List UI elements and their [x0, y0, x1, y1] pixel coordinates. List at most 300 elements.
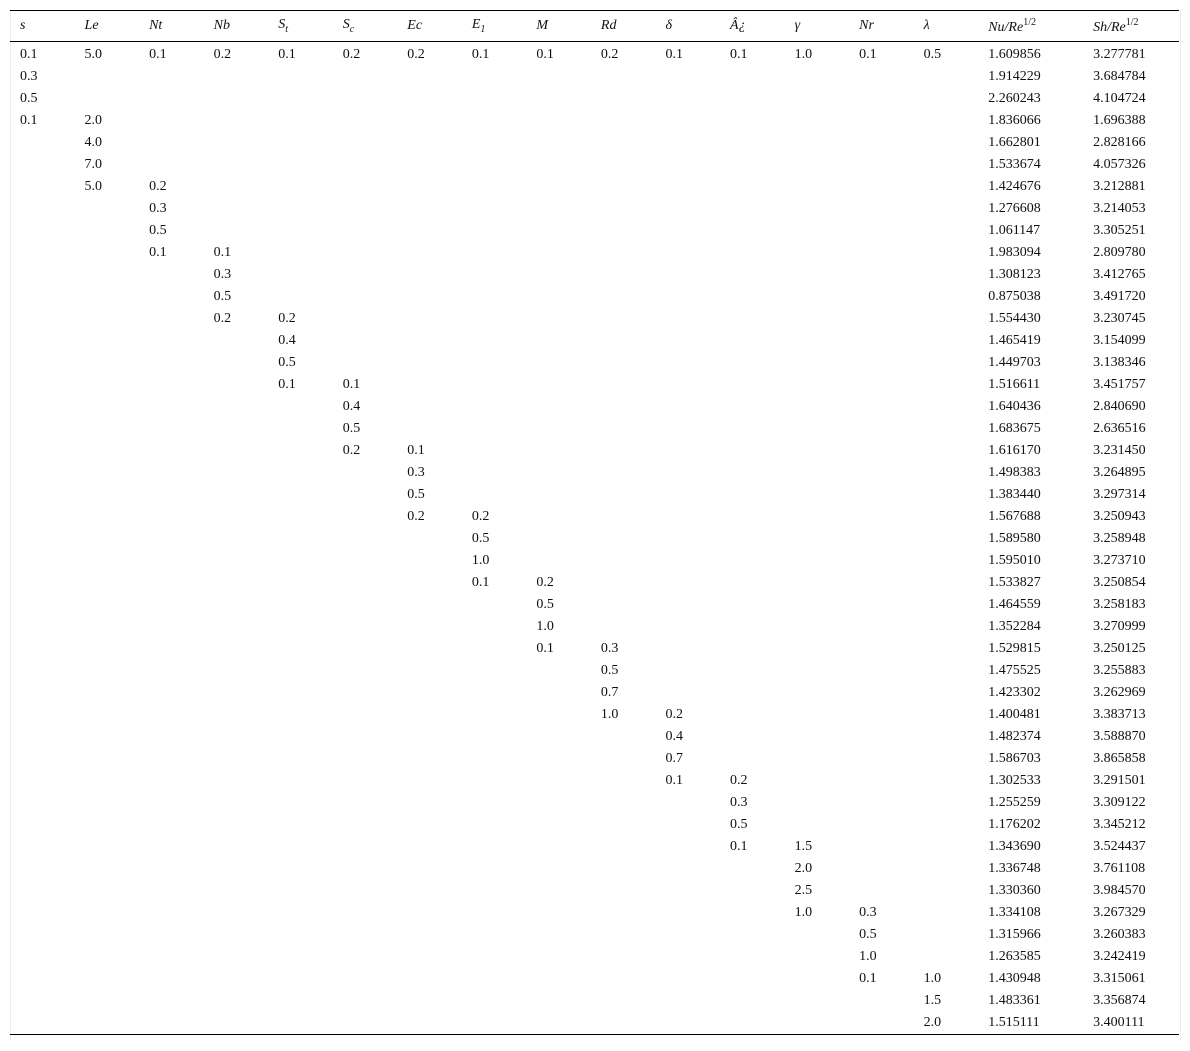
table-cell	[462, 990, 527, 1012]
table-cell: 1.696388	[1093, 113, 1146, 128]
table-cell	[397, 770, 462, 792]
table-cell: 0.5	[407, 487, 425, 502]
table-cell	[268, 396, 333, 418]
table-cell	[591, 396, 656, 418]
column-header-label	[343, 17, 354, 35]
column-header-label	[859, 18, 874, 34]
table-cell	[75, 418, 140, 440]
table-cell: 1.836066	[988, 113, 1041, 128]
table-cell: 3.305251	[1093, 223, 1146, 238]
table-cell	[655, 396, 720, 418]
table-cell	[333, 638, 398, 660]
table-cell: 0.1	[213, 245, 232, 260]
table-cell	[10, 704, 75, 726]
table-cell	[397, 198, 462, 220]
table-cell	[333, 330, 398, 352]
column-header-base: Nr	[859, 18, 874, 33]
table-cell: 3.230745	[1093, 311, 1146, 326]
table-row	[10, 1012, 1179, 1035]
table-cell	[333, 924, 398, 946]
table-cell	[785, 792, 850, 814]
table-cell	[268, 704, 333, 726]
table-cell	[10, 924, 75, 946]
table-cell	[655, 308, 720, 330]
column-header	[655, 11, 720, 42]
table-cell: 1.595010	[988, 553, 1041, 568]
table-row	[10, 792, 1179, 814]
table-cell	[10, 814, 75, 836]
table-cell	[914, 902, 979, 924]
table-cell: 0.1	[730, 839, 748, 854]
table-cell	[591, 1012, 656, 1035]
table-cell: 2.0	[914, 1012, 979, 1035]
table-cell	[75, 506, 140, 528]
table-cell	[204, 176, 269, 198]
table-row	[10, 418, 1179, 440]
table-cell	[139, 396, 204, 418]
table-cell	[204, 682, 269, 704]
table-cell	[462, 88, 527, 110]
table-cell	[204, 110, 269, 132]
table-cell	[462, 154, 527, 176]
table-row	[10, 330, 1179, 352]
table-cell: 0.3	[600, 641, 619, 656]
table-cell	[10, 154, 75, 176]
table-cell	[139, 528, 204, 550]
table-cell	[75, 726, 140, 748]
table-cell	[268, 572, 333, 594]
table-cell	[462, 836, 527, 858]
table-cell	[591, 374, 656, 396]
table-cell	[462, 726, 527, 748]
table-cell	[720, 990, 785, 1012]
table-cell: 3.250943	[1093, 509, 1146, 524]
table-cell	[139, 946, 204, 968]
table-cell	[849, 308, 914, 330]
table-cell	[526, 924, 591, 946]
table-cell	[333, 726, 398, 748]
table-cell: 1.383440	[988, 487, 1041, 502]
table-row	[10, 440, 1179, 462]
table-cell	[139, 110, 204, 132]
table-cell	[333, 506, 398, 528]
column-header	[849, 11, 914, 42]
table-cell	[526, 968, 591, 990]
table-cell	[785, 528, 850, 550]
table-cell: 1.0	[859, 949, 877, 964]
table-cell: 3.258948	[1093, 531, 1146, 546]
table-cell	[526, 308, 591, 330]
column-header	[204, 11, 269, 42]
table-cell	[462, 220, 527, 242]
table-cell	[139, 66, 204, 88]
table-cell	[397, 330, 462, 352]
table-cell	[397, 902, 462, 924]
table-cell	[333, 220, 398, 242]
column-header	[462, 11, 527, 42]
table-row	[10, 66, 1179, 88]
table-cell	[397, 528, 462, 550]
table-cell	[397, 858, 462, 880]
table-cell	[914, 264, 979, 286]
table-cell	[75, 550, 140, 572]
table-cell: 2.828166	[1093, 135, 1146, 150]
table-cell	[75, 242, 140, 264]
table-cell	[526, 880, 591, 902]
table-cell: 1.0	[600, 707, 619, 722]
table-cell	[462, 682, 527, 704]
column-header-label	[472, 17, 486, 35]
table-cell	[720, 748, 785, 770]
table-cell	[720, 176, 785, 198]
table-cell	[655, 132, 720, 154]
table-cell	[75, 748, 140, 770]
table-cell	[655, 660, 720, 682]
table-cell: 1.0	[794, 905, 813, 920]
table-cell: 1.616170	[988, 443, 1041, 458]
table-cell	[268, 792, 333, 814]
table-cell	[655, 594, 720, 616]
table-row	[10, 220, 1179, 242]
table-cell	[655, 330, 720, 352]
column-header-label	[278, 17, 288, 35]
table-cell: 0.1	[665, 773, 683, 788]
table-cell	[10, 550, 75, 572]
table-cell	[397, 1012, 462, 1035]
table-cell	[914, 484, 979, 506]
table-cell	[526, 792, 591, 814]
table-cell	[849, 66, 914, 88]
table-cell	[204, 814, 269, 836]
table-cell	[397, 352, 462, 374]
table-cell	[10, 506, 75, 528]
table-cell	[655, 176, 720, 198]
table-cell	[785, 154, 850, 176]
table-cell: 0.4	[342, 399, 361, 414]
table-cell	[849, 638, 914, 660]
table-cell	[75, 836, 140, 858]
table-cell: 0.5	[213, 289, 232, 304]
table-cell	[333, 792, 398, 814]
table-cell	[268, 220, 333, 242]
table-cell	[139, 858, 204, 880]
table-cell	[655, 484, 720, 506]
table-cell	[914, 396, 979, 418]
table-cell	[849, 836, 914, 858]
table-cell: 3.267329	[1093, 905, 1146, 920]
table-cell: 1.343690	[988, 839, 1041, 854]
table-cell	[720, 242, 785, 264]
table-cell	[462, 924, 527, 946]
table-cell	[204, 880, 269, 902]
table-cell	[268, 836, 333, 858]
table-cell	[139, 418, 204, 440]
table-cell	[526, 858, 591, 880]
table-row	[10, 286, 1179, 308]
table-cell	[10, 748, 75, 770]
table-cell	[849, 198, 914, 220]
column-header-label	[601, 18, 617, 34]
table-cell	[462, 330, 527, 352]
table-cell	[849, 396, 914, 418]
table-cell	[720, 682, 785, 704]
table-cell	[268, 440, 333, 462]
table-cell	[720, 352, 785, 374]
table-cell	[10, 220, 75, 242]
table-cell	[397, 836, 462, 858]
table-cell	[462, 176, 527, 198]
table-cell	[10, 264, 75, 286]
table-cell: 1.662801	[988, 135, 1041, 150]
table-cell	[397, 374, 462, 396]
table-cell: 1.609856	[988, 47, 1041, 62]
table-cell	[75, 682, 140, 704]
table-cell: 0.4	[278, 333, 296, 348]
table-cell	[462, 242, 527, 264]
table-cell	[333, 132, 398, 154]
table-cell: 0.2	[665, 707, 683, 722]
table-cell	[785, 330, 850, 352]
table-cell	[333, 616, 398, 638]
table-cell	[849, 242, 914, 264]
table-cell	[397, 572, 462, 594]
table-cell	[785, 748, 850, 770]
table-cell	[204, 924, 269, 946]
table-cell	[10, 374, 75, 396]
table-cell	[655, 792, 720, 814]
table-row	[10, 374, 1179, 396]
table-cell	[914, 682, 979, 704]
table-cell	[526, 286, 591, 308]
table-cell	[268, 132, 333, 154]
table-cell	[914, 726, 979, 748]
table-cell	[75, 396, 140, 418]
table-cell	[785, 770, 850, 792]
table-cell: 1.465419	[988, 333, 1041, 348]
table-cell	[75, 814, 140, 836]
table-cell	[75, 638, 140, 660]
table-cell	[849, 682, 914, 704]
table-cell	[462, 968, 527, 990]
column-header-base: M	[536, 18, 549, 33]
table-cell	[462, 1012, 527, 1035]
table-cell	[720, 528, 785, 550]
table-cell	[139, 704, 204, 726]
table-cell	[204, 748, 269, 770]
table-cell: 3.345212	[1093, 817, 1146, 832]
table-cell	[333, 660, 398, 682]
table-cell	[10, 836, 75, 858]
table-cell: 0.1	[407, 443, 425, 458]
table-cell	[139, 330, 204, 352]
table-cell	[462, 462, 527, 484]
table-cell	[655, 440, 720, 462]
table-cell	[849, 484, 914, 506]
table-cell	[591, 792, 656, 814]
table-cell	[591, 572, 656, 594]
table-cell	[268, 902, 333, 924]
column-header-base: S	[278, 17, 286, 32]
column-header	[978, 11, 1083, 42]
table-cell	[397, 132, 462, 154]
table-cell	[268, 594, 333, 616]
table-cell: 1.567688	[988, 509, 1041, 524]
table-cell	[526, 66, 591, 88]
table-cell: 0.2	[342, 443, 361, 458]
table-cell: 3.138346	[1093, 355, 1146, 370]
table-cell: 1.464559	[988, 597, 1041, 612]
table-cell	[462, 792, 527, 814]
table-cell	[139, 154, 204, 176]
table-cell	[785, 308, 850, 330]
table-cell	[591, 990, 656, 1012]
table-cell	[914, 132, 979, 154]
table-cell	[10, 440, 75, 462]
table-cell	[462, 484, 527, 506]
table-cell	[333, 836, 398, 858]
table-cell: 3.451757	[1093, 377, 1146, 392]
table-cell: 0.1	[149, 47, 167, 62]
table-cell	[785, 616, 850, 638]
table-cell	[720, 462, 785, 484]
table-cell	[268, 418, 333, 440]
table-cell	[591, 264, 656, 286]
table-cell: 3.258183	[1093, 597, 1146, 612]
table-cell	[75, 594, 140, 616]
table-cell	[526, 660, 591, 682]
table-cell	[139, 132, 204, 154]
table-row	[10, 660, 1179, 682]
table-cell: 2.260243	[988, 91, 1041, 106]
table-cell	[655, 528, 720, 550]
table-cell	[397, 550, 462, 572]
table-cell	[591, 550, 656, 572]
table-cell	[849, 154, 914, 176]
table-cell	[591, 726, 656, 748]
table-cell	[204, 946, 269, 968]
table-cell	[10, 396, 75, 418]
table-cell	[591, 154, 656, 176]
table-cell	[333, 176, 398, 198]
table-cell	[204, 220, 269, 242]
table-cell	[268, 858, 333, 880]
table-cell	[139, 792, 204, 814]
table-cell	[526, 748, 591, 770]
table-cell: 1.308123	[988, 267, 1041, 282]
table-cell	[75, 660, 140, 682]
column-header	[785, 11, 850, 42]
table-cell	[75, 770, 140, 792]
table-cell	[849, 704, 914, 726]
table-cell: 2.636516	[1093, 421, 1146, 436]
table-cell	[139, 462, 204, 484]
column-header-base: Rd	[600, 18, 617, 33]
table-cell: 3.262969	[1093, 685, 1146, 700]
table-cell	[849, 286, 914, 308]
table-cell: 2.809780	[1093, 245, 1146, 260]
table-cell: 2.0	[794, 861, 813, 876]
table-cell	[139, 616, 204, 638]
table-cell	[785, 176, 850, 198]
table-cell	[204, 858, 269, 880]
table-row	[10, 858, 1179, 880]
table-cell	[720, 506, 785, 528]
column-header-label	[85, 18, 99, 34]
table-cell: 1.533674	[988, 157, 1041, 172]
table-cell	[720, 902, 785, 924]
table-cell	[720, 660, 785, 682]
table-cell	[655, 858, 720, 880]
table-cell	[720, 88, 785, 110]
table-cell	[785, 726, 850, 748]
table-cell	[849, 132, 914, 154]
table-cell	[526, 946, 591, 968]
table-cell	[785, 1012, 850, 1035]
table-cell	[655, 220, 720, 242]
table-cell	[591, 506, 656, 528]
table-cell	[914, 748, 979, 770]
table-cell	[914, 110, 979, 132]
table-cell	[333, 704, 398, 726]
table-cell	[139, 748, 204, 770]
table-cell	[397, 110, 462, 132]
table-cell: 3.491720	[1093, 289, 1146, 304]
table-cell: 1.423302	[988, 685, 1041, 700]
column-header-superscript: 1/2	[1023, 16, 1036, 28]
table-cell	[462, 814, 527, 836]
table-cell	[268, 726, 333, 748]
table-cell	[462, 858, 527, 880]
table-cell	[10, 462, 75, 484]
table-cell	[591, 748, 656, 770]
table-cell	[655, 946, 720, 968]
table-cell	[397, 308, 462, 330]
table-cell	[268, 924, 333, 946]
table-cell	[10, 132, 75, 154]
column-header-label	[149, 18, 162, 34]
table-row	[10, 110, 1179, 132]
table-cell	[785, 132, 850, 154]
table-cell	[785, 110, 850, 132]
table-cell	[10, 792, 75, 814]
column-header	[333, 11, 398, 42]
table-cell: 1.176202	[988, 817, 1041, 832]
table-cell	[785, 264, 850, 286]
column-header	[139, 11, 204, 42]
table-row	[10, 506, 1179, 528]
table-cell: 3.400111	[1083, 1012, 1179, 1035]
table-cell: 1.330360	[988, 883, 1041, 898]
table-cell	[10, 638, 75, 660]
table-cell	[397, 616, 462, 638]
table-cell	[268, 66, 333, 88]
table-cell	[591, 308, 656, 330]
table-cell	[526, 418, 591, 440]
table-cell	[333, 682, 398, 704]
table-cell	[462, 770, 527, 792]
table-cell	[849, 748, 914, 770]
table-cell	[720, 946, 785, 968]
table-cell: 0.1	[859, 971, 877, 986]
table-cell	[10, 946, 75, 968]
table-cell	[526, 330, 591, 352]
table-cell	[526, 440, 591, 462]
table-cell: 0.3	[859, 905, 877, 920]
table-cell	[75, 66, 140, 88]
table-cell	[10, 968, 75, 990]
table-cell: 0.5	[730, 817, 748, 832]
table-cell	[75, 330, 140, 352]
